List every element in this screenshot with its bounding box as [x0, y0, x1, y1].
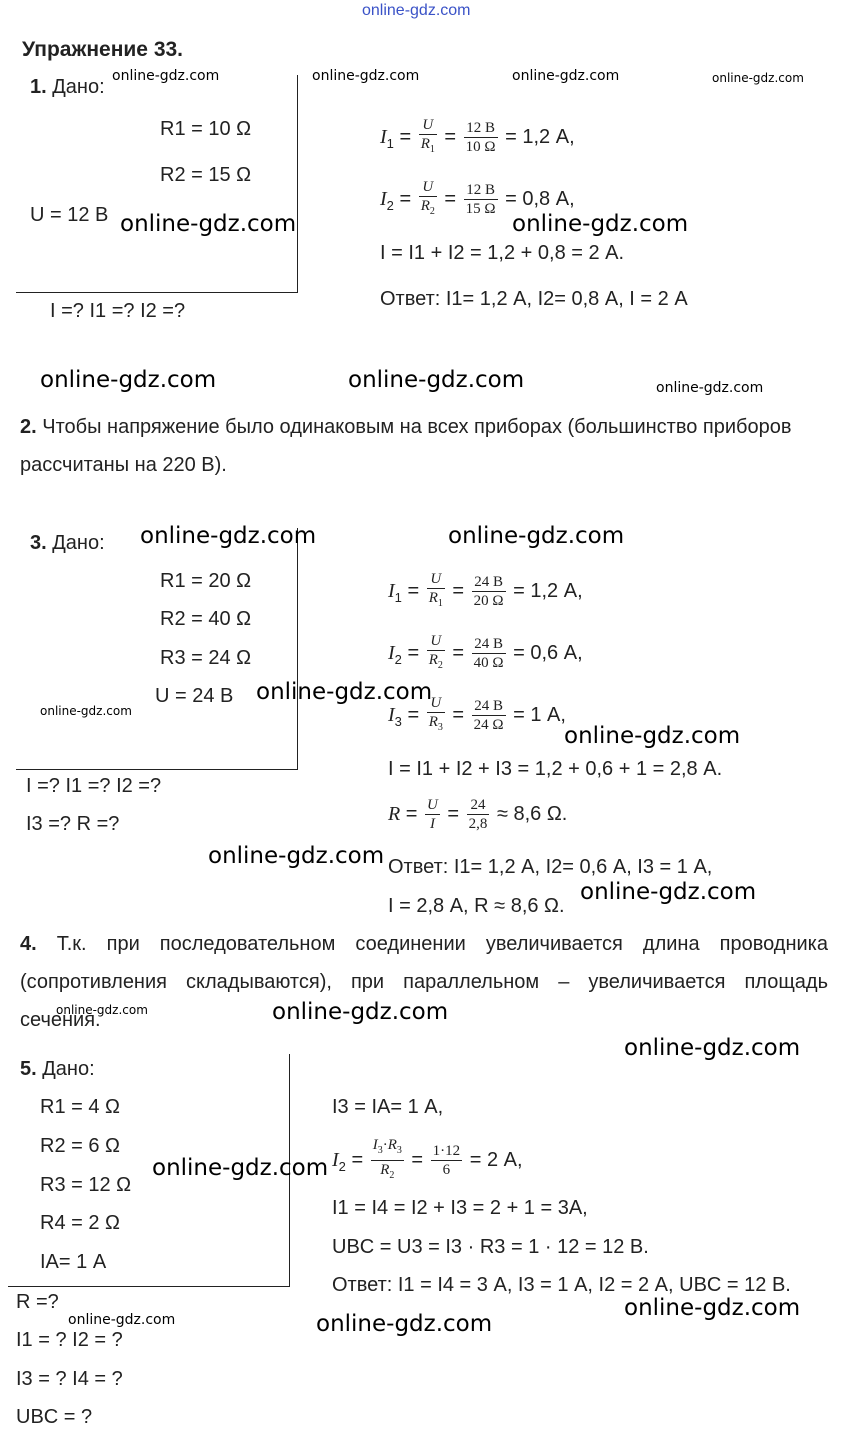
p3-solution-line-4: I = I1 + I2 + I3 = 1,2 + 0,6 + 1 = 2,8 А.	[388, 758, 723, 780]
problem-2-text: Чтобы напряжение было одинаковым на всех приборах (большинство приборов рассчитаны на 220 В).	[20, 416, 792, 476]
given-r1: R1 = 4 Ω	[40, 1096, 120, 1118]
p3-answer-2: I = 2,8 А, R ≈ 8,6 Ω.	[388, 895, 565, 917]
problem-5-header	[20, 1058, 95, 1081]
problem-1-find: I =? I1 =? I2 =?	[50, 300, 186, 322]
fraction: $\frac{U}{R_2}$	[428, 633, 443, 671]
watermark: online-gdz.com	[512, 68, 620, 84]
page-title: Упражнение 33.	[22, 38, 184, 61]
fraction: $\frac{U}{R_2}$	[420, 179, 435, 217]
given-ia: IA= 1 А	[40, 1251, 107, 1273]
p1-solution-line-1: $I_1$ = $\frac{U}{R_1}$ = $\frac{12 В}{10 \Omega}$ = 1,2 А,	[380, 116, 575, 159]
given-horizontal-rule	[16, 769, 298, 770]
p1-answer: Ответ: I1= 1,2 А, I2= 0,8 А, I = 2 А	[380, 288, 688, 310]
p5-solution-line-1: I3 = IA= 1 А,	[332, 1096, 444, 1118]
watermark: online-gdz.com	[512, 211, 689, 237]
given-r3: R3 = 12 Ω	[40, 1174, 132, 1196]
fraction: $\frac{1\cdot 12}{6}$	[432, 1143, 461, 1178]
problem-1-header	[30, 76, 105, 99]
watermark: online-gdz.com	[68, 1312, 176, 1328]
given-r1: R1 = 20 Ω	[160, 570, 252, 592]
problem-2-number: 2.	[20, 416, 37, 438]
problem-5-number: 5.	[20, 1058, 37, 1080]
watermark: online-gdz.com	[120, 211, 297, 237]
problem-5-find-4: UBC = ?	[16, 1406, 93, 1428]
p3-solution-line-1: $I_1$ = $\frac{U}{R_1}$ = $\frac{24 В}{20 \Omega}$ = 1,2 А,	[388, 570, 583, 613]
fraction: $\frac{24 В}{40 \Omega}$	[473, 636, 504, 671]
problem-5-find-1: R =?	[16, 1291, 59, 1313]
p3-solution-line-3: $I_3$ = $\frac{U}{R_3}$ = $\frac{24 В}{24 \Omega}$ = 1 А,	[388, 694, 566, 737]
fraction: $\frac{U}{R_1}$	[420, 117, 435, 155]
fraction: $\frac{U}{I}$	[427, 797, 438, 832]
problem-3-find-2: I3 =? R =?	[26, 813, 120, 835]
given-u: U = 12 В	[30, 204, 109, 226]
fraction: $\frac{12 В}{10 \Omega}$	[465, 120, 496, 155]
watermark: online-gdz.com	[624, 1295, 801, 1321]
fraction: $\frac{I_3\cdot R_3}{R_2}$	[372, 1137, 402, 1181]
problem-3-number: 3.	[30, 532, 47, 554]
given-horizontal-rule	[8, 1286, 290, 1287]
given-r2: R2 = 40 Ω	[160, 608, 252, 630]
p5-solution-line-2: $I_2$ = $\frac{I_3\cdot R_3}{R_2}$ = $\frac{1\cdot 12}{6}$ = 2 А,	[332, 1136, 523, 1185]
fraction: $\frac{24 В}{24 \Omega}$	[473, 698, 504, 733]
given-r4: R4 = 2 Ω	[40, 1212, 120, 1234]
given-vertical-rule	[297, 528, 298, 770]
p1-solution-line-3: I = I1 + I2 = 1,2 + 0,8 = 2 А.	[380, 242, 625, 264]
problem-4-number: 4.	[20, 933, 37, 955]
watermark: online-gdz.com	[152, 1155, 329, 1181]
watermark: online-gdz.com	[112, 68, 220, 84]
fraction: $\frac{U}{R_3}$	[428, 695, 443, 733]
given-r2: R2 = 6 Ω	[40, 1135, 120, 1157]
watermark: online-gdz.com	[712, 71, 804, 85]
p5-solution-line-3: I1 = I4 = I2 + I3 = 2 + 1 = 3А,	[332, 1197, 588, 1219]
problem-3-dano: Дано:	[52, 532, 105, 554]
p5-answer: Ответ: I1 = I4 = 3 А, I3 = 1 А, I2 = 2 А, UBC = 12 В.	[332, 1274, 791, 1296]
watermark: online-gdz.com	[448, 523, 625, 549]
problem-5-find-2: I1 = ? I2 = ?	[16, 1329, 123, 1351]
watermark: online-gdz.com	[348, 367, 525, 393]
given-u: U = 24 В	[155, 685, 234, 707]
problem-5-find-3: I3 = ? I4 = ?	[16, 1368, 123, 1390]
problem-3-header	[30, 532, 105, 555]
fraction: $\frac{24}{2,8}$	[468, 797, 488, 832]
watermark: online-gdz.com	[656, 380, 764, 396]
watermark: online-gdz.com	[56, 1003, 148, 1017]
given-r3: R3 = 24 Ω	[160, 647, 252, 669]
watermark: online-gdz.com	[272, 999, 449, 1025]
p1-solution-line-2: $I_2$ = $\frac{U}{R_2}$ = $\frac{12 В}{15 \Omega}$ = 0,8 А,	[380, 178, 575, 221]
given-vertical-rule	[297, 75, 298, 293]
watermark: online-gdz.com	[208, 843, 385, 869]
p3-solution-line-2: $I_2$ = $\frac{U}{R_2}$ = $\frac{24 В}{40 \Omega}$ = 0,6 А,	[388, 632, 583, 675]
watermark: online-gdz.com	[256, 679, 433, 705]
top-watermark[interactable]: online-gdz.com	[362, 2, 471, 19]
fraction: $\frac{24 В}{20 \Omega}$	[473, 574, 504, 609]
watermark: online-gdz.com	[40, 704, 132, 718]
fraction: $\frac{U}{R_1}$	[428, 571, 443, 609]
p3-answer-1: Ответ: I1= 1,2 А, I2= 0,6 А, I3 = 1 А,	[388, 856, 713, 878]
watermark: online-gdz.com	[140, 523, 317, 549]
watermark: online-gdz.com	[580, 879, 757, 905]
problem-5-dano: Дано:	[42, 1058, 95, 1080]
watermark: online-gdz.com	[624, 1035, 801, 1061]
problem-4-text: Т.к. при последовательном соединении увеличивается длина проводника (сопротивления складываются), при параллельном – увеличивается площадь сечения.	[20, 933, 828, 1031]
p5-solution-line-4: UBC = U3 = I3 · R3 = 1 · 12 = 12 В.	[332, 1236, 649, 1258]
watermark: online-gdz.com	[40, 367, 217, 393]
given-horizontal-rule	[16, 292, 298, 293]
watermark: online-gdz.com	[316, 1311, 493, 1337]
watermark: online-gdz.com	[312, 68, 420, 84]
problem-1-number: 1.	[30, 76, 47, 98]
p3-solution-line-5: R = $\frac{U}{I}$ = $\frac{24}{2,8}$ ≈ 8,6 Ω.	[388, 797, 568, 832]
given-r2: R2 = 15 Ω	[160, 164, 252, 186]
problem-2	[20, 408, 820, 484]
problem-1-dano: Дано:	[52, 76, 105, 98]
fraction: $\frac{12 В}{15 \Omega}$	[465, 182, 496, 217]
watermark: online-gdz.com	[564, 723, 741, 749]
given-r1: R1 = 10 Ω	[160, 118, 252, 140]
problem-3-find-1: I =? I1 =? I2 =?	[26, 775, 162, 797]
